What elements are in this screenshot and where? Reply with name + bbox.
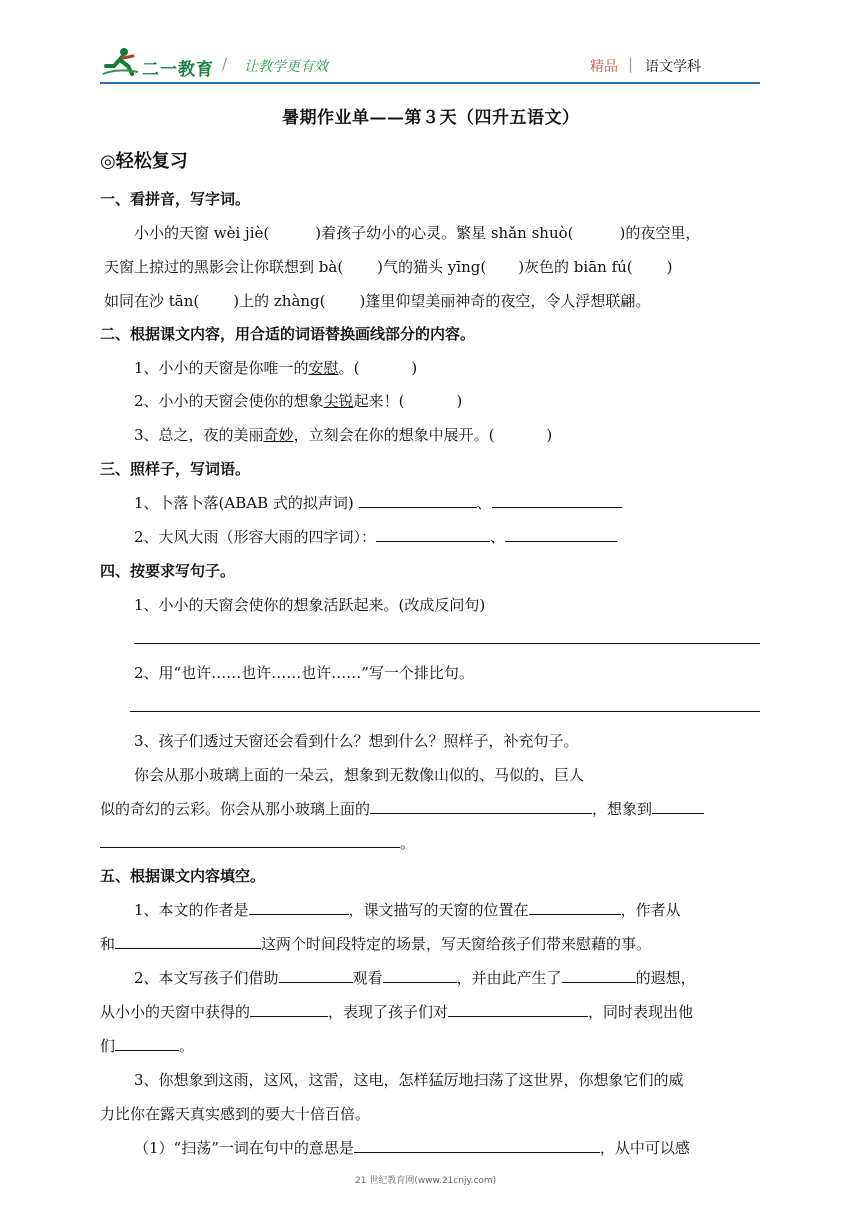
answer-blank[interactable] bbox=[115, 934, 261, 949]
header-slash: / bbox=[222, 55, 228, 73]
q1-line3: 如同在沙 tān( )上的 zhàng( )篷里仰望美丽神奇的夜空，令人浮想联翩。 bbox=[104, 292, 651, 310]
section-heading: ◎轻松复习 bbox=[100, 151, 188, 172]
header-divider: | bbox=[628, 55, 634, 73]
q1-line1: 小小的天窗 wèi jiè( )着孩子幼小的心灵。繁星 shǎn shuò( )的夜空里， bbox=[134, 224, 701, 242]
q4-heading: 四、按要求写句子。 bbox=[100, 562, 236, 580]
footer-source: 21 世纪教育网(www.21cnjy.com) bbox=[355, 1176, 497, 1186]
q3-heading: 三、照样子，写词语。 bbox=[100, 460, 251, 478]
q4-item1: 1、小小的天窗会使你的想象活跃起来。(改成反问句) bbox=[134, 596, 486, 614]
slogan: 让教学更有效 bbox=[244, 59, 328, 75]
answer-blank[interactable] bbox=[492, 493, 622, 508]
answer-line[interactable] bbox=[130, 711, 760, 712]
q2-item3: 3、总之，夜的美丽奇妙，立刻会在你的想象中展开。( ) bbox=[134, 426, 553, 444]
quality-badge: 精品 bbox=[590, 59, 618, 75]
answer-blank[interactable] bbox=[376, 527, 490, 542]
answer-blank[interactable] bbox=[505, 527, 617, 542]
answer-blank[interactable] bbox=[115, 1036, 179, 1051]
q4-item2: 2、用“也许……也许……也许……”写一个排比句。 bbox=[134, 664, 474, 682]
q2-item2: 2、小小的天窗会使你的想象尖锐起来！( ) bbox=[134, 392, 463, 410]
q4-example-line1: 你会从那小玻璃上面的一朵云，想象到无数像山似的、马似的、巨人 bbox=[134, 766, 585, 784]
q5-line-a: 1、本文的作者是 ，课文描写的天窗的位置在 ，作者从 bbox=[134, 901, 681, 919]
answer-blank[interactable] bbox=[100, 833, 400, 848]
q5-line-d: 从小小的天窗中获得的 ，表现了孩子们对 ，同时表现出他 bbox=[100, 1003, 694, 1021]
page-title: 暑期作业单——第３天（四升五语文） bbox=[282, 108, 580, 128]
answer-blank[interactable] bbox=[652, 799, 704, 814]
runner-logo-icon bbox=[100, 46, 140, 78]
answer-blank[interactable] bbox=[354, 1138, 600, 1153]
q2-item1: 1、小小的天窗是你唯一的安慰。( ) bbox=[134, 359, 418, 377]
q1-heading: 一、看拼音，写字词。 bbox=[100, 190, 251, 208]
answer-blank[interactable] bbox=[279, 968, 353, 983]
q2-heading: 二、根据课文内容，用合适的词语替换画线部分的内容。 bbox=[100, 325, 476, 343]
answer-line[interactable] bbox=[134, 643, 760, 644]
answer-blank[interactable] bbox=[249, 900, 349, 915]
answer-blank[interactable] bbox=[250, 1002, 328, 1017]
q4-example-line2: 似的奇幻的云彩。你会从那小玻璃上面的 ，想象到 bbox=[100, 798, 704, 819]
answer-blank[interactable] bbox=[383, 968, 457, 983]
logo-text: 二一教育 bbox=[142, 60, 214, 80]
answer-blank[interactable] bbox=[529, 900, 621, 915]
answer-blank[interactable] bbox=[562, 968, 636, 983]
subject-label: 语文学科 bbox=[645, 59, 701, 75]
q5-line-e: 们 。 bbox=[100, 1037, 195, 1055]
q4-item3: 3、孩子们透过天窗还会看到什么？想到什么？照样子，补充句子。 bbox=[134, 732, 579, 750]
answer-blank[interactable] bbox=[359, 493, 477, 508]
header-divider-line bbox=[100, 82, 760, 84]
q5-line-b: 和 这两个时间段特定的场景，写天窗给孩子们带来慰藉的事。 bbox=[100, 935, 652, 953]
q1-line2: 天窗上掠过的黑影会让你联想到 bà( )气的猫头 yīng( )灰色的 biān fú( ) bbox=[104, 258, 673, 276]
q5-line-g: 力比你在露天真实感到的要大十倍百倍。 bbox=[100, 1105, 371, 1123]
q5-heading: 五、根据课文内容填空。 bbox=[100, 867, 266, 885]
q5-line-f: 3、你想象到这雨，这风，这雷，这电，怎样猛厉地扫荡了这世界，你想象它们的威 bbox=[134, 1071, 684, 1089]
q3-item1: 1、卜落卜落(ABAB 式的拟声词) 、 bbox=[134, 492, 622, 513]
answer-blank[interactable] bbox=[448, 1002, 588, 1017]
q5-line-h: （1）“扫荡”一词在句中的意思是 ，从中可以感 bbox=[134, 1139, 690, 1157]
q3-item2: 2、大风大雨（形容大雨的四字词）： 、 bbox=[134, 526, 617, 547]
q4-example-line3: 。 bbox=[100, 832, 415, 853]
answer-blank[interactable] bbox=[370, 799, 592, 814]
q5-line-c: 2、本文写孩子们借助 观看 ，并由此产生了 的遐想， bbox=[134, 969, 696, 987]
